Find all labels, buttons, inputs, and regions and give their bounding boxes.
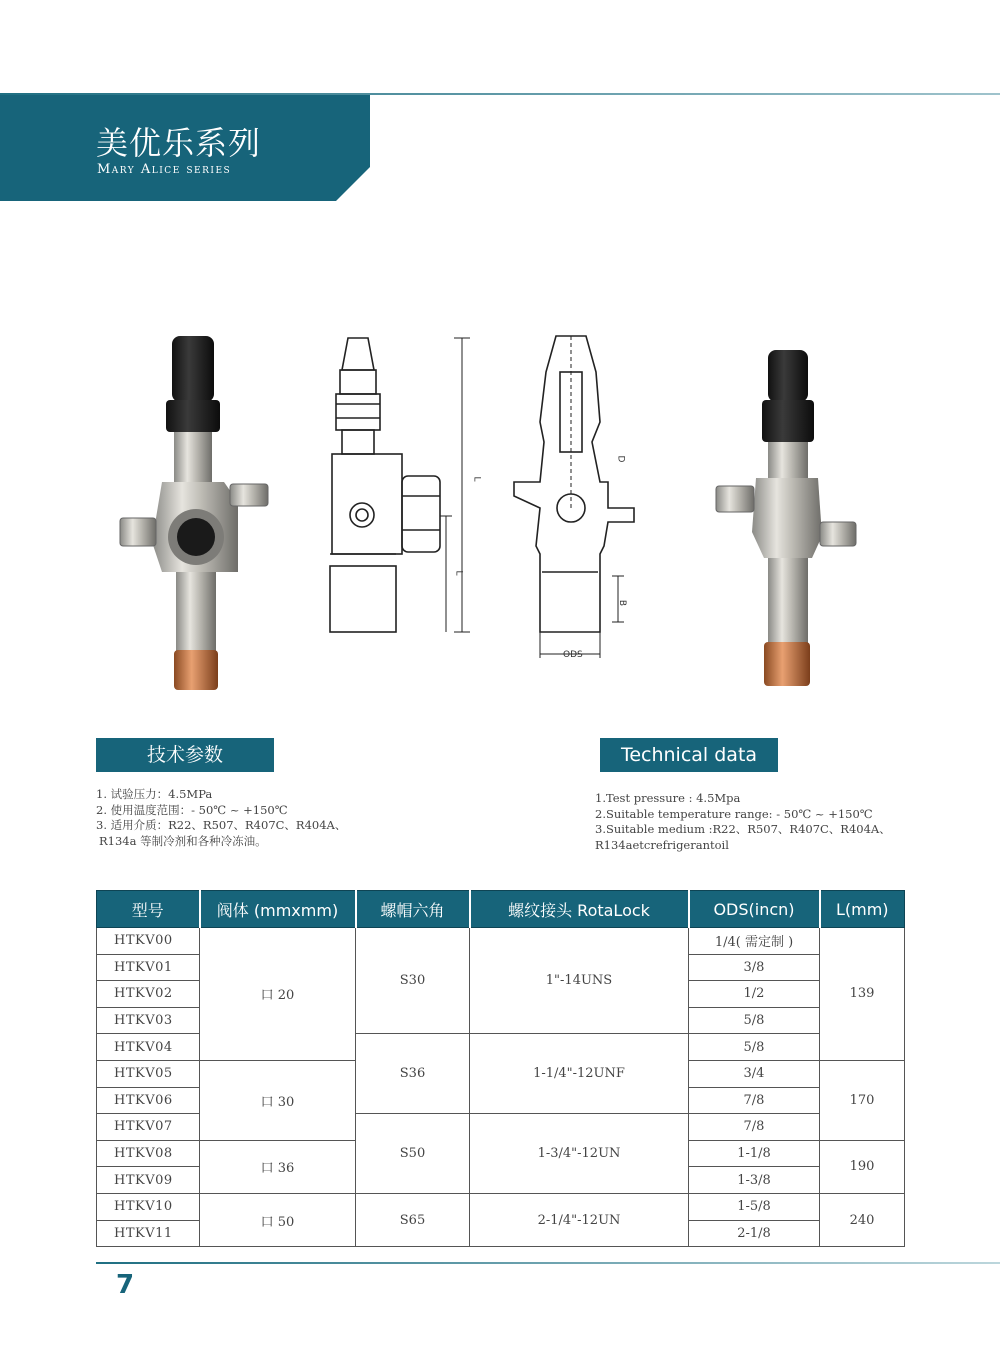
dim-label-ods: ODS: [563, 650, 583, 660]
tech-notes-en: [595, 791, 891, 853]
note-line: 1. 试验压力：4.5MPa: [96, 787, 213, 801]
spec-table: [96, 890, 905, 1247]
hex-cell: S50: [356, 1114, 470, 1194]
series-title: 美优乐系列: [96, 124, 262, 162]
ods-cell: 3/8: [689, 954, 820, 981]
hex-cell: S30: [356, 928, 470, 1034]
ods-cell: 5/8: [689, 1034, 820, 1061]
note-line: 3.Suitable medium :R22、R507、R407C、R404A、: [595, 822, 891, 836]
dim-label-l: L: [471, 476, 482, 482]
thread-cell: 1-3/4"-12UN: [470, 1114, 689, 1194]
ods-cell: 1/2: [689, 981, 820, 1008]
valve-drawing-section: [496, 332, 646, 664]
model-cell: HTKV00: [97, 928, 200, 955]
ods-cell: 7/8: [689, 1087, 820, 1114]
length-cell: 240: [820, 1193, 905, 1246]
model-cell: HTKV08: [97, 1140, 200, 1167]
table-row: [97, 1193, 905, 1220]
col-header-length: L(mm): [820, 891, 905, 928]
model-cell: HTKV05: [97, 1060, 200, 1087]
col-header-ods: ODS(incn): [689, 891, 820, 928]
tech-notes-cn: [96, 787, 346, 849]
col-header-thread: 螺纹接头 RotaLock: [470, 891, 689, 928]
note-line: 2.Suitable temperature range: - 50℃ ~ +150℃: [595, 806, 873, 821]
ods-cell: 5/8: [689, 1007, 820, 1034]
length-cell: 170: [820, 1060, 905, 1140]
body-cell: 口 36: [200, 1140, 356, 1193]
ods-cell: 7/8: [689, 1114, 820, 1141]
note-line: R134aetcrefrigerantoil: [595, 837, 729, 852]
model-cell: HTKV03: [97, 1007, 200, 1034]
series-subtitle: Mary Alice series: [97, 162, 232, 177]
ods-cell: 3/4: [689, 1060, 820, 1087]
model-cell: HTKV07: [97, 1114, 200, 1141]
ods-cell: 1-3/8: [689, 1167, 820, 1194]
model-cell: HTKV10: [97, 1193, 200, 1220]
tech-data-cn-tag: 技术参数: [96, 738, 274, 772]
note-line: 2. 使用温度范围：- 50℃ ~ +150℃: [96, 802, 288, 817]
col-header-model: 型号: [97, 891, 200, 928]
bottom-rule: [96, 1262, 1000, 1264]
hex-cell: S65: [356, 1193, 470, 1246]
thread-cell: 1"-14UNS: [470, 928, 689, 1034]
table-row: [97, 928, 905, 955]
dim-label-d: D: [615, 455, 626, 463]
ods-cell: 2-1/8: [689, 1220, 820, 1247]
model-cell: HTKV09: [97, 1167, 200, 1194]
col-header-body: 阀体 (mmxmm): [200, 891, 356, 928]
model-cell: HTKV01: [97, 954, 200, 981]
body-cell: 口 50: [200, 1193, 356, 1246]
tech-data-en-tag: Technical data: [600, 738, 778, 772]
ods-cell: 1-1/8: [689, 1140, 820, 1167]
model-cell: HTKV02: [97, 981, 200, 1008]
col-header-hex: 螺帽六角: [356, 891, 470, 928]
valve-photo-rear: [712, 346, 860, 692]
note-line: 1.Test pressure : 4.5Mpa: [595, 791, 741, 805]
dim-label-l2: L: [453, 570, 464, 576]
thread-cell: 2-1/4"-12UN: [470, 1193, 689, 1246]
ods-cell: 1-5/8: [689, 1193, 820, 1220]
body-cell: 口 20: [200, 928, 356, 1061]
hex-cell: S36: [356, 1034, 470, 1114]
valve-drawing-side: [322, 332, 474, 642]
length-cell: 139: [820, 928, 905, 1061]
ods-cell: 1/4( 需定制 ): [689, 928, 820, 955]
table-header-row: [97, 891, 905, 928]
note-line: R134a 等制冷剂和各种冷冻油。: [99, 833, 267, 848]
page-number: 7: [116, 1270, 135, 1300]
model-cell: HTKV06: [97, 1087, 200, 1114]
note-line: 3. 适用介质：R22、R507、R407C、R404A、: [96, 818, 347, 832]
valve-photo-front: [112, 332, 274, 694]
body-cell: 口 30: [200, 1060, 356, 1140]
model-cell: HTKV04: [97, 1034, 200, 1061]
length-cell: 190: [820, 1140, 905, 1193]
dim-label-b: B: [617, 599, 628, 607]
model-cell: HTKV11: [97, 1220, 200, 1247]
thread-cell: 1-1/4"-12UNF: [470, 1034, 689, 1114]
